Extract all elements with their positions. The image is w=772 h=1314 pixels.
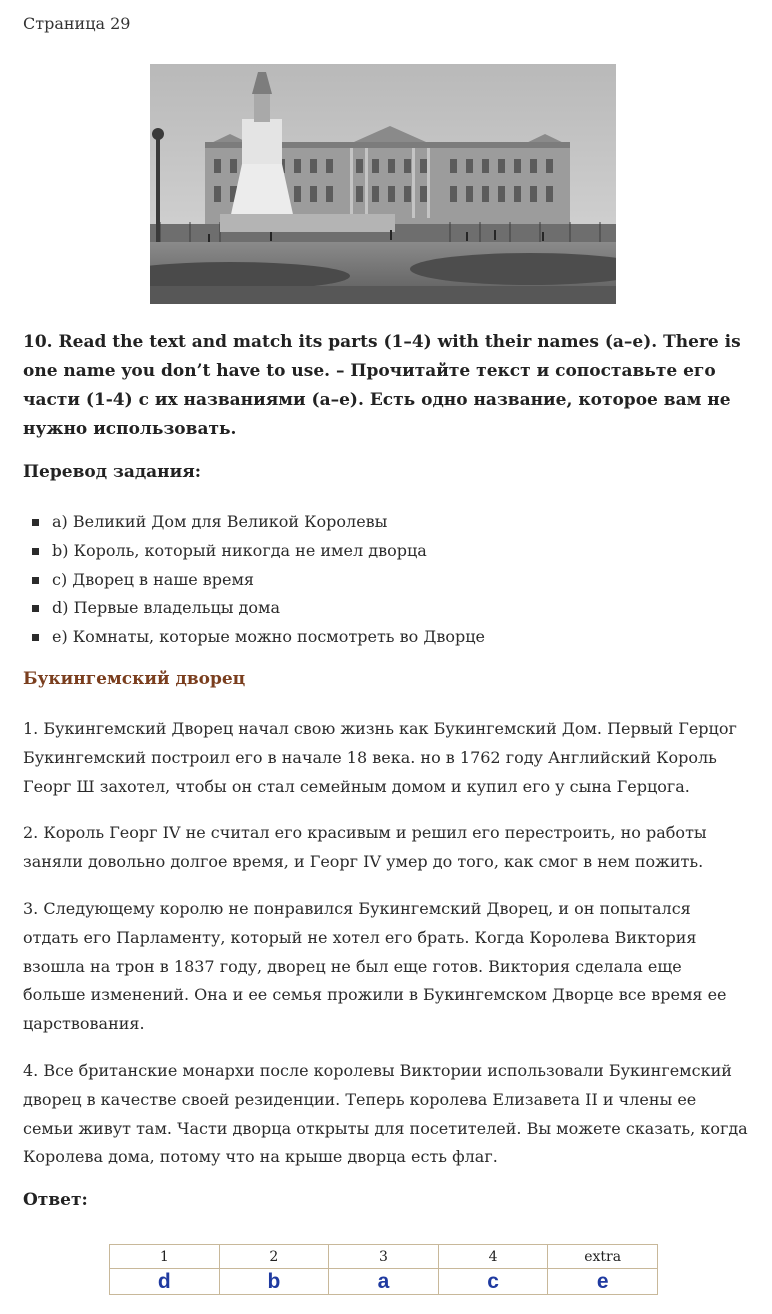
table-cell: d bbox=[110, 1269, 220, 1295]
table-cell: e bbox=[548, 1269, 658, 1295]
bullet-icon bbox=[32, 605, 39, 612]
table-header-cell: 1 bbox=[110, 1245, 220, 1269]
option-text: e) Комнаты, которые можно посмотреть во Дворце bbox=[52, 627, 485, 647]
bullet-icon bbox=[32, 577, 39, 584]
list-item bbox=[23, 566, 485, 595]
translation-heading: Перевод задания: bbox=[23, 462, 202, 482]
paragraph-2: 2. Король Георг IV не считал его красивым и решил его перестроить, но работы заняли довольно долгое время, и Георг IV умер до того, как смог в нем пожить. bbox=[23, 823, 707, 871]
paragraph-3: 3. Следующему королю не понравился Букингемский Дворец, и он попытался отдать его Парламенту, который не хотел его брать. Когда Королева Виктория взошла на трон в 1837 году, дворец не был еще готов. Виктория сделала еще больше изменений. Она и ее семья прожили в Букингемском Дворце все время ее царствования. bbox=[23, 899, 727, 1034]
table-header-cell: 4 bbox=[438, 1245, 548, 1269]
bullet-icon bbox=[32, 519, 39, 526]
table-header-cell: 3 bbox=[329, 1245, 439, 1269]
table-cell: a bbox=[329, 1269, 439, 1295]
bullet-icon bbox=[32, 634, 39, 641]
table-header-cell: extra bbox=[548, 1245, 658, 1269]
table-header-cell: 2 bbox=[219, 1245, 329, 1269]
list-item bbox=[23, 537, 485, 566]
page-label: Страница 29 bbox=[23, 14, 131, 33]
option-text: c) Дворец в наше время bbox=[52, 569, 255, 589]
table-cell: b bbox=[219, 1269, 329, 1295]
list-item bbox=[23, 594, 485, 623]
option-text: d) Первые владельцы дома bbox=[52, 598, 281, 618]
list-item bbox=[23, 508, 485, 537]
table-cell: c bbox=[438, 1269, 548, 1295]
option-text: a) Великий Дом для Великой Королевы bbox=[52, 512, 388, 531]
paragraph-4: 4. Все британские монархи после королевы Виктории использовали Букингемский дворец в качестве своей резиденции. Теперь королева Елизавета II и члены ее семьи живут там. Части дворца открыты для посетителей. Вы можете сказать, когда Королева дома, потому что на крыше дворца есть флаг. bbox=[23, 1061, 748, 1167]
answer-table bbox=[109, 1244, 658, 1295]
bullet-icon bbox=[32, 548, 39, 555]
list-item bbox=[23, 623, 485, 652]
options-list bbox=[23, 508, 485, 652]
table-header-row bbox=[110, 1245, 658, 1269]
table-row bbox=[110, 1269, 658, 1295]
paragraph-1: 1. Букингемский Дворец начал свою жизнь как Букингемский Дом. Первый Герцог Букингемский построил его в начале 18 века. но в 1762 году Английский Король Георг Ш захотел, чтобы он стал семейным домом и купил его у сына Герцога. bbox=[23, 719, 737, 796]
section-heading: Букингемский дворец bbox=[23, 669, 246, 689]
task-instruction: 10. Read the text and match its parts (1–4) with their names (a–e). There is one name you don’t have to use. – Прочитайте текст и сопоставьте его части (1-4) с их названиями (a–e). Есть одно название, которое вам не нужно использовать. bbox=[23, 332, 741, 439]
buckingham-palace-photo bbox=[150, 64, 616, 304]
answer-heading: Ответ: bbox=[23, 1190, 88, 1210]
option-text: b) Король, который никогда не имел дворца bbox=[52, 540, 427, 560]
